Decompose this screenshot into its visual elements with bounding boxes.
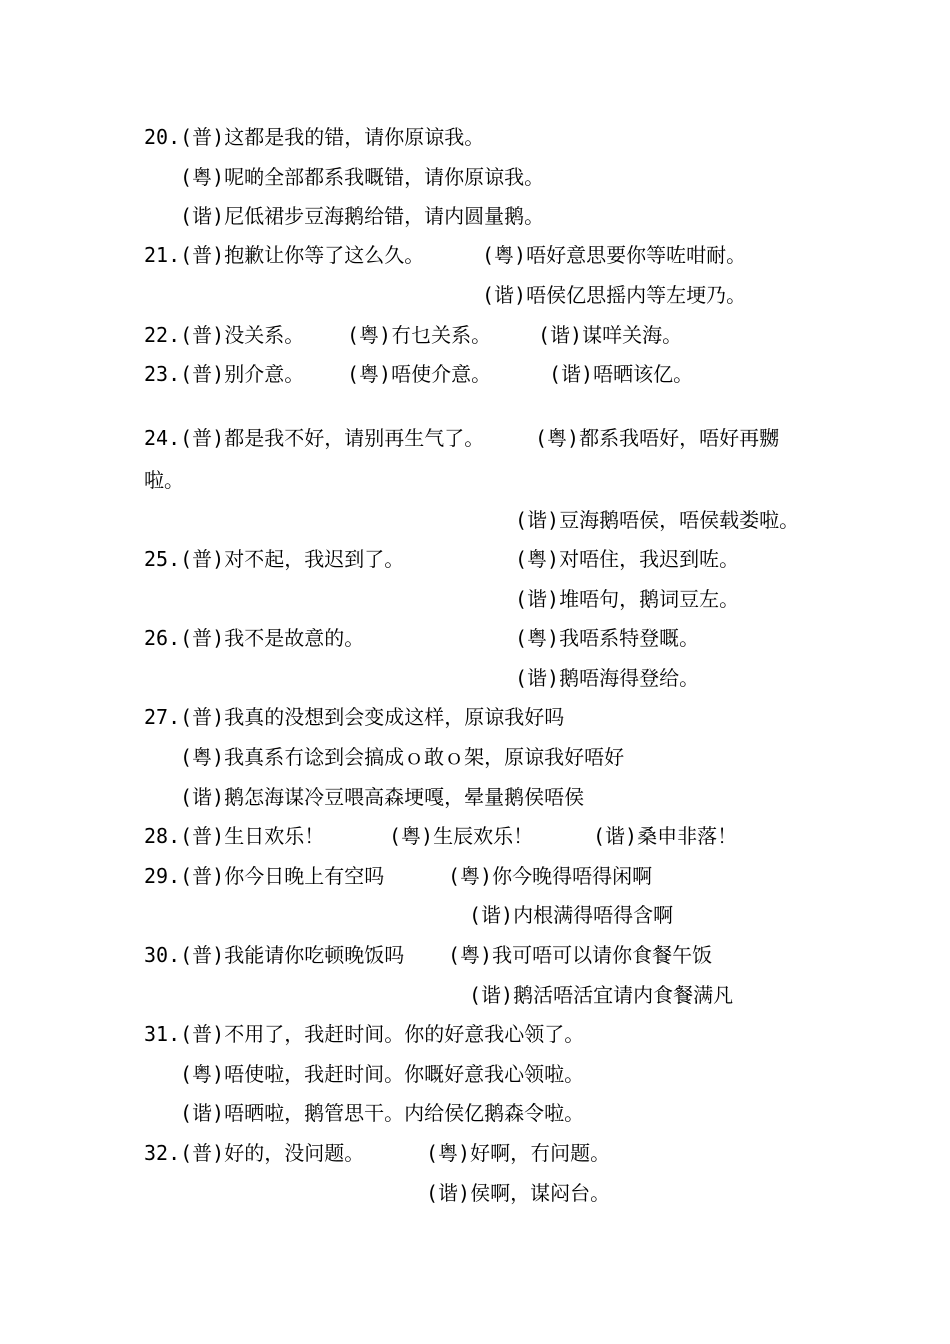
entry-21-cantonese: (粤)唔好意思要你等咗咁耐。	[482, 243, 747, 267]
entry-22-cantonese: (粤)冇乜关系。	[347, 323, 492, 347]
entry-23-mandarin: 23.(普)别介意。	[144, 362, 305, 386]
entry-31-mandarin: 31.(普)不用了，我赶时间。你的好意我心领了。	[144, 1022, 585, 1046]
entry-24-cantonese-continued: 啦。	[144, 468, 184, 492]
entry-26-homophone: (谐)鹅唔海得登给。	[515, 666, 700, 690]
entry-26-cantonese: (粤)我唔系特登嘅。	[515, 626, 700, 650]
entry-25-mandarin: 25.(普)对不起，我迟到了。	[144, 547, 405, 571]
entry-23-cantonese: (粤)唔使介意。	[347, 362, 492, 386]
entry-24-cantonese: (粤)都系我唔好，唔好再嬲	[535, 426, 780, 450]
entry-29-mandarin: 29.(普)你今日晚上有空吗	[144, 864, 385, 888]
entry-30-cantonese: (粤)我可唔可以请你食餐午饭	[448, 943, 713, 967]
entry-29-homophone: (谐)内根满得唔得含啊	[469, 903, 674, 927]
entry-28-cantonese: (粤)生辰欢乐！	[389, 824, 534, 848]
entry-27-cantonese: (粤)我真系冇谂到会搞成ｏ敢ｏ架，原谅我好唔好	[180, 745, 625, 769]
entry-28-homophone: (谐)桑申非落！	[593, 824, 738, 848]
entry-24-mandarin: 24.(普)都是我不好，请别再生气了。	[144, 426, 485, 450]
entry-32-mandarin: 32.(普)好的，没问题。	[144, 1141, 365, 1165]
entry-22-homophone: (谐)谋咩关海。	[538, 323, 683, 347]
entry-26-mandarin: 26.(普)我不是故意的。	[144, 626, 365, 650]
entry-20-homophone: (谐)尼低裙步豆海鹅给错，请内圆量鹅。	[180, 204, 545, 228]
entry-31-cantonese: (粤)唔使啦，我赶时间。你嘅好意我心领啦。	[180, 1062, 585, 1086]
entry-21-mandarin: 21.(普)抱歉让你等了这么久。	[144, 243, 425, 267]
entry-27-mandarin: 27.(普)我真的没想到会变成这样，原谅我好吗	[144, 705, 565, 729]
entry-22-mandarin: 22.(普)没关系。	[144, 323, 305, 347]
entry-20-mandarin: 20.(普)这都是我的错，请你原谅我。	[144, 125, 485, 149]
entry-25-cantonese: (粤)对唔住，我迟到咗。	[515, 547, 740, 571]
entry-21-homophone: (谐)唔侯亿思摇内等左埂乃。	[482, 283, 747, 307]
entry-32-homophone: (谐)侯啊，谋闷台。	[426, 1181, 611, 1205]
entry-24-homophone: (谐)豆海鹅唔侯，唔侯载娄啦。	[515, 508, 800, 532]
entry-20-cantonese: (粤)呢啲全部都系我嘅错，请你原谅我。	[180, 165, 545, 189]
entry-23-homophone: (谐)唔晒该亿。	[549, 362, 694, 386]
entry-29-cantonese: (粤)你今晚得唔得闲啊	[448, 864, 653, 888]
entry-30-homophone: (谐)鹅活唔活宜请内食餐满凡	[469, 983, 734, 1007]
entry-28-mandarin: 28.(普)生日欢乐！	[144, 824, 325, 848]
entry-27-homophone: (谐)鹅怎海谋冷豆喂高森埂嘎，晕量鹅侯唔侯	[180, 785, 585, 809]
entry-30-mandarin: 30.(普)我能请你吃顿晚饭吗	[144, 943, 405, 967]
entry-25-homophone: (谐)堆唔句，鹅词豆左。	[515, 587, 740, 611]
entry-32-cantonese: (粤)好啊，冇问题。	[426, 1141, 611, 1165]
entry-31-homophone: (谐)唔晒啦，鹅管思干。内给侯亿鹅森令啦。	[180, 1101, 585, 1125]
